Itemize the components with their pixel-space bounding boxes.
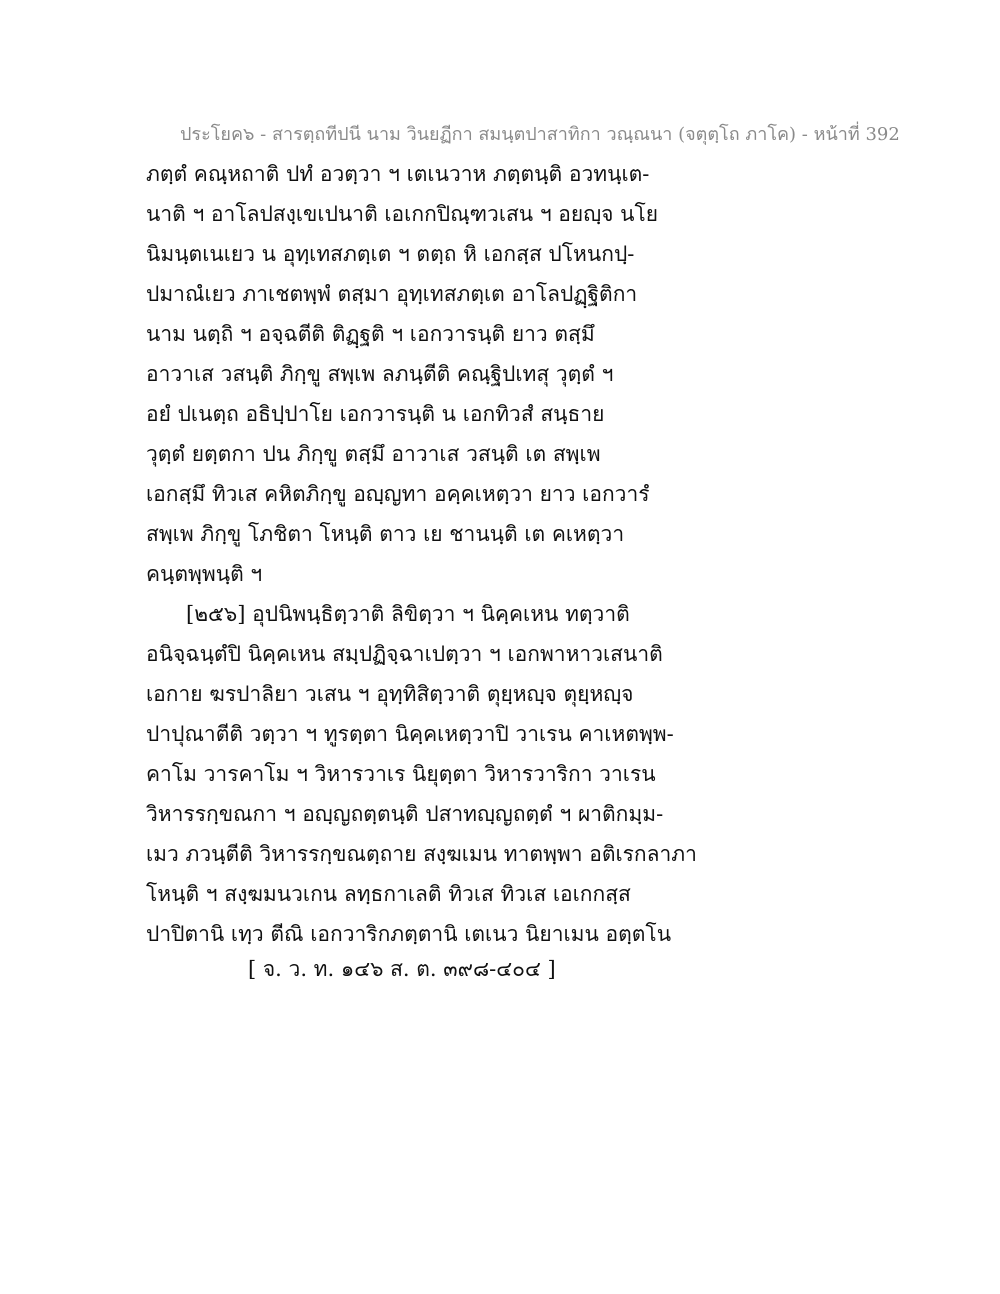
text-line: เอกสฺมึ ทิวเส คหิตภิกฺขู อญฺญทา อคฺคเหตฺวา ยาว เอกวารํ (146, 482, 650, 506)
text-line: ภตฺตํ คณฺหถาติ ปทํ อวตฺวา ฯ เตเนวาห ภตฺตนฺติ อวทนฺเต- (146, 162, 650, 186)
text-line: คาโม วารคาโม ฯ วิหารวาเร นิยุตฺตา วิหารวาริกา วาเรน (146, 762, 656, 786)
text-line: เมว ภวนฺตีติ วิหารรกฺขณตฺถาย สงฺฆเมน ทาตพฺพา อติเรกลาภา (146, 842, 697, 866)
text-line: วิหารรกฺขณกา ฯ อญฺญถตฺตนฺติ ปสาทญฺญถตฺตํ ฯ ผาติกมฺม- (146, 802, 664, 826)
text-line: คนฺตพฺพนฺติ ฯ (146, 562, 263, 586)
text-line: นาม นตฺถิ ฯ อจฺฉตีติ ติฏฺฐติ ฯ เอกวารนฺติ ยาว ตสฺมึ (146, 322, 595, 346)
text-line: ปมาณํเยว ภาเชตพฺพํ ตสฺมา อุทฺเทสภตฺเต อาโลปฏฺฐิติกา (146, 282, 638, 306)
text-line: นาติ ฯ อาโลปสงฺเขเปนาติ เอเกกปิณฺฑวเสน ฯ อยญฺจ นโย (146, 202, 659, 226)
text-line: อนิจฺฉนฺตํปิ นิคฺคเหน สมฺปฏิจฺฉาเปตฺวา ฯ เอกพาหาวเสนาติ (146, 642, 663, 666)
text-line: ปาปุณาตีติ วตฺวา ฯ ทูรตฺตา นิคฺคเหตฺวาปิ วาเรน คาเหตพฺพ- (146, 722, 674, 746)
running-header: ประโยค๖ - สารตฺถทีปนี นาม วินยฏีกา สมนฺตปาสาทิกา วณฺณนา (จตุตฺโถ ภาโค) - หน้าที่ 392 (180, 124, 900, 145)
text-line: โหนฺติ ฯ สงฺฆมนวเกน ลทฺธกาเลติ ทิวเส ทิวเส เอเกกสฺส (146, 882, 631, 906)
text-line: นิมนฺตเนเยว น อุทฺเทสภตฺเต ฯ ตตฺถ หิ เอกสฺส ปโหนกปฺ- (146, 242, 635, 266)
source-reference: [ จ. ว. ท. ๑๔๖ ส. ต. ๓๙๘-๔๐๔ ] (248, 957, 556, 981)
body-text (146, 154, 706, 954)
text-line: ปาปิตานิ เทฺว ตีณิ เอกวาริกภตฺตานิ เตเนว นิยาเมน อตฺตโน (146, 922, 672, 946)
text-line: วุตฺตํ ยตฺตกา ปน ภิกฺขู ตสฺมึ อาวาเส วสนฺติ เต สพฺเพ (146, 442, 601, 466)
text-line: อยํ ปเนตฺถ อธิปฺปาโย เอกวารนฺติ น เอกทิวสํ สนฺธาย (146, 402, 605, 426)
text-line: อาวาเส วสนฺติ ภิกฺขู สพฺเพ ลภนฺตีติ คณฺฐิปเทสุ วุตฺตํ ฯ (146, 362, 614, 386)
text-line: เอกาย ฆรปาลิยา วเสน ฯ อุทฺทิสิตฺวาติ ตุยฺหญฺจ ตุยฺหญฺจ (146, 682, 634, 706)
paragraph-start-line: [๒๕๖] อุปนิพนฺธิตฺวาติ ลิขิตฺวา ฯ นิคฺคเหน ทตฺวาติ (186, 602, 630, 626)
text-line: สพฺเพ ภิกฺขู โภชิตา โหนฺติ ตาว เย ชานนฺติ เต คเหตฺวา (146, 522, 625, 546)
